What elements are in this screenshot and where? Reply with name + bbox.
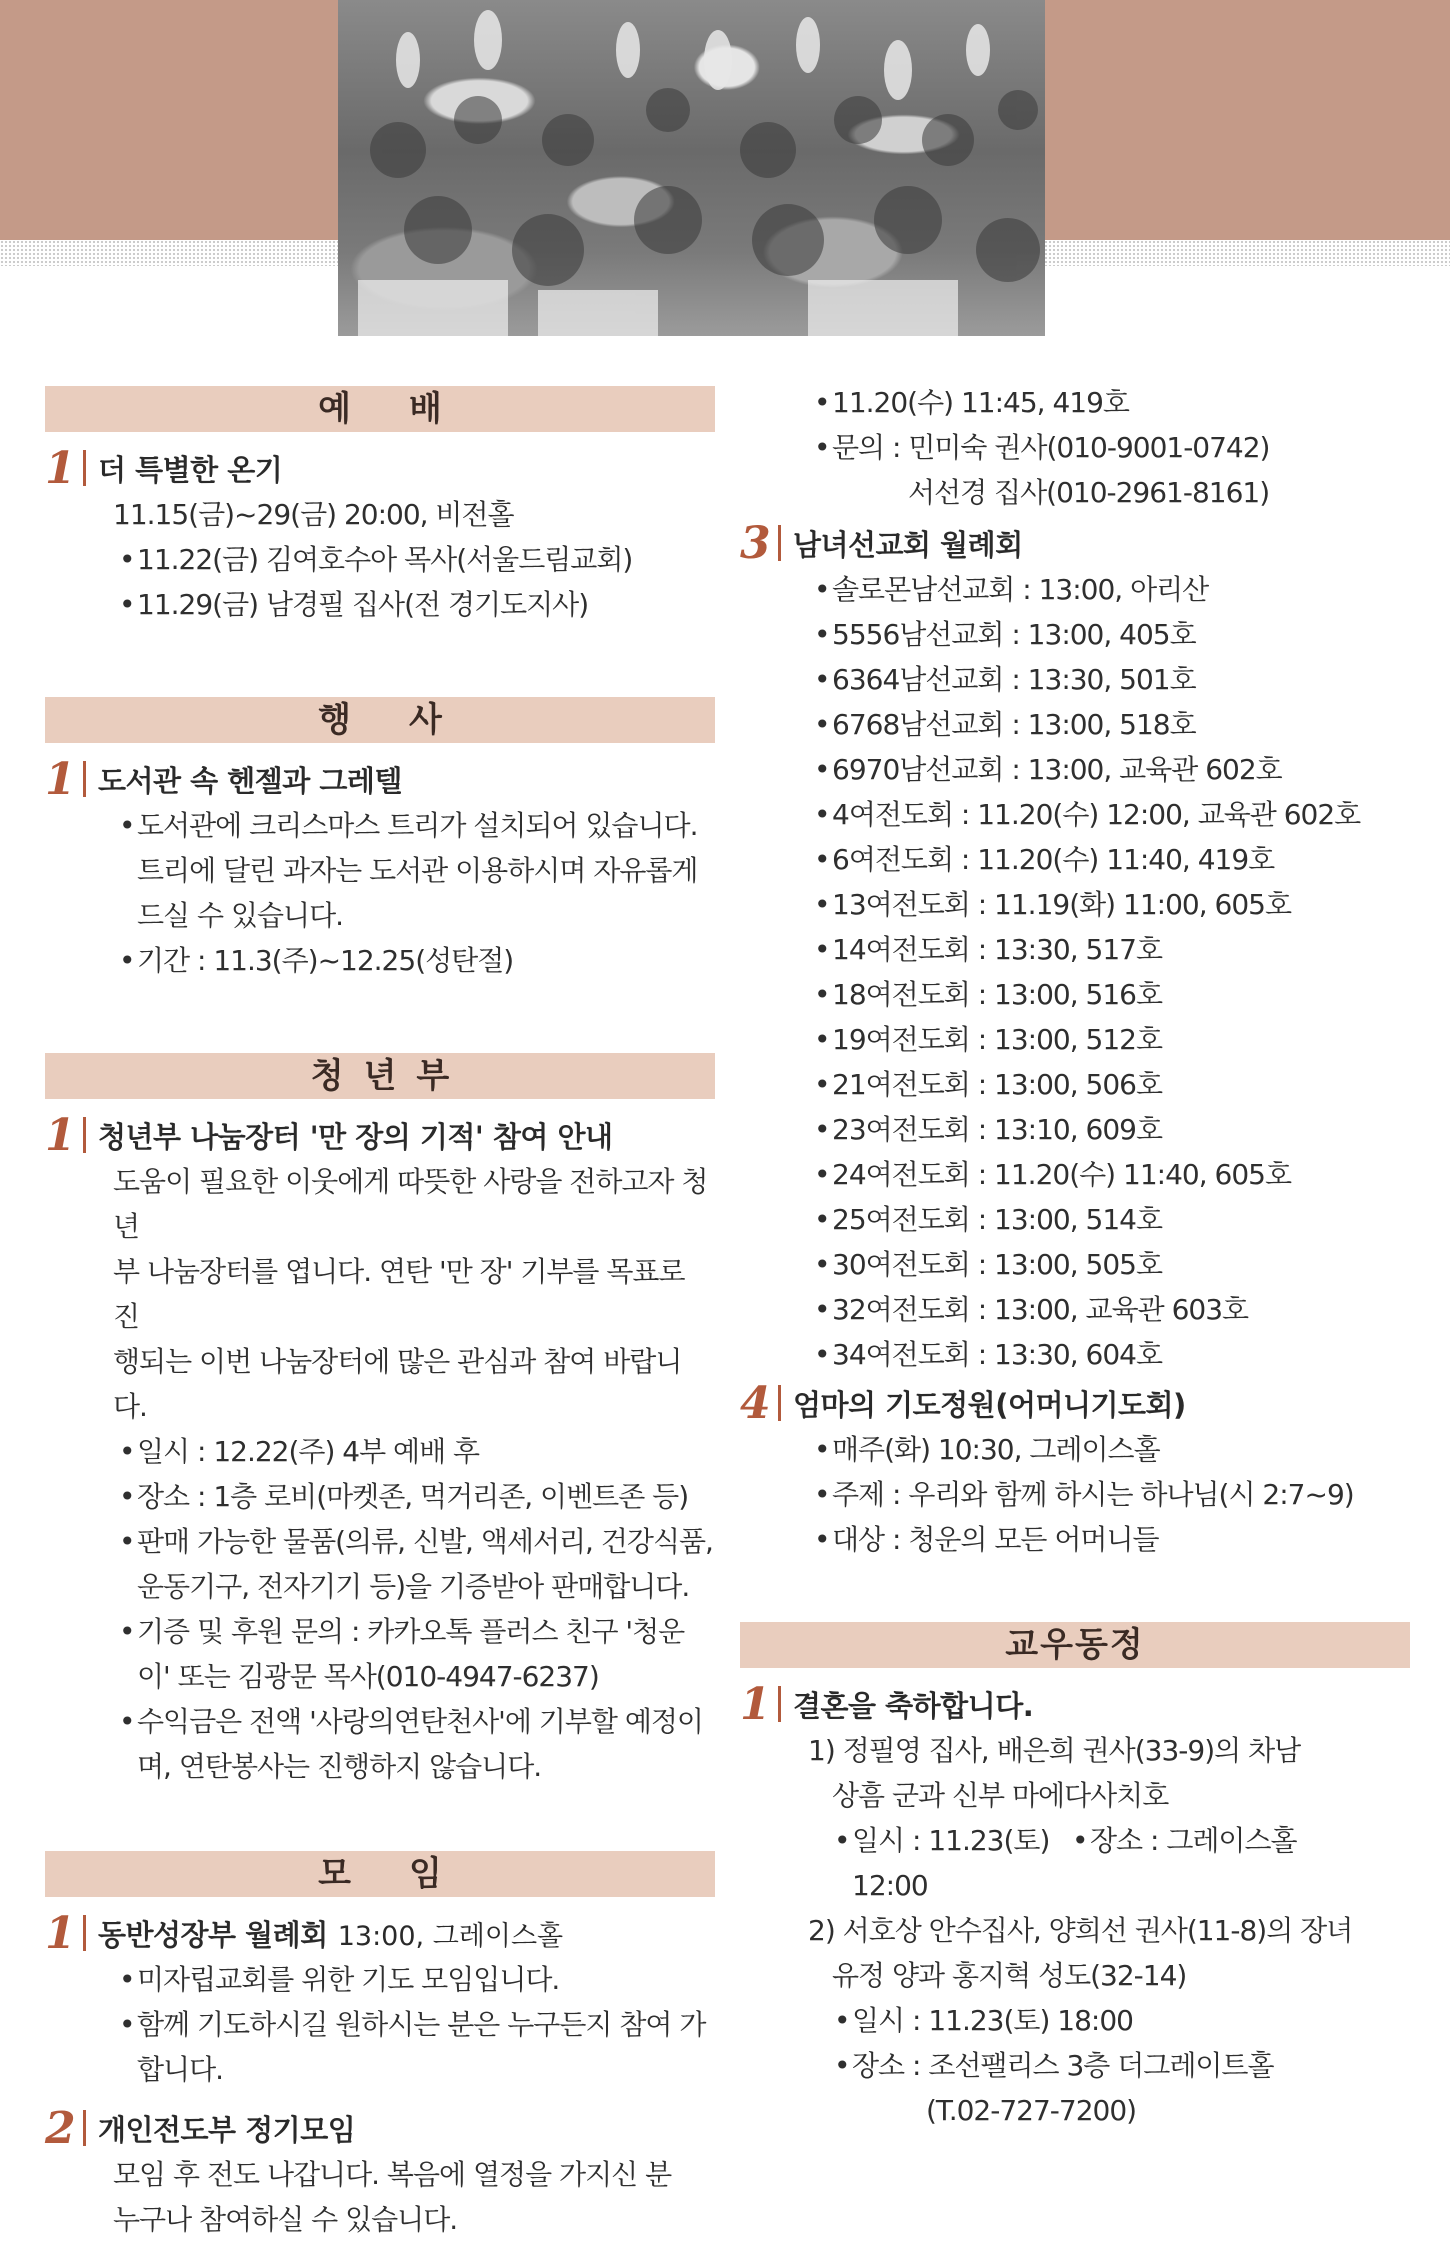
list-item-continued: 합니다. [137,2053,224,2086]
right-column [740,380,1410,2133]
list-item: • 판매 가능한 물품(의류, 신발, 액세서리, 건강식품, [45,1519,715,1564]
list-item: • 기간 : 11.3(주)~12.25(성탄절) [45,938,715,983]
item-title: 결혼을 축하합니다. [793,1688,1034,1723]
list-item: • 솔로몬남선교회 : 13:00, 아리산 [740,567,1410,612]
wedding-2-date: • 일시 : 11.23(토) 18:00 [834,2004,1133,2037]
item-number: 1 [45,753,76,805]
list-item: • 도서관에 크리스마스 트리가 설치되어 있습니다. [45,803,715,848]
meeting-item-4 [740,1379,1410,1562]
item-description: 모임 후 전도 나갑니다. 복음에 열정을 가지신 분 [113,2158,672,2191]
item-number: 3 [740,517,771,569]
list-item-continued: 이' 또는 김광문 목사(010-4947-6237) [137,1660,599,1693]
item-number: 1 [45,442,76,494]
list-item: • 11.29(금) 남경필 집사(전 경기도지사) [45,582,715,627]
item-description: 누구나 참여하실 수 있습니다. [113,2203,458,2236]
fellowship-item-1 [740,1680,1410,2133]
list-item: • 4여전도회 : 11.20(수) 12:00, 교육관 602호 [740,792,1410,837]
wedding-1-couple: 상흠 군과 신부 마에다사치호 [832,1779,1169,1812]
item-title: 도서관 속 헨젤과 그레텔 [98,763,402,798]
meeting-item-1 [45,1909,715,2092]
wedding-2-parents: 2) 서호상 안수집사, 양희선 권사(11-8)의 장녀 [808,1914,1353,1947]
meeting-item-3 [740,519,1410,1377]
list-item: • 주제 : 우리와 함께 하시는 하나님(시 2:7~9) [740,1472,1410,1517]
item-divider [83,450,86,486]
events-item-1 [45,755,715,983]
list-item: • 14여전도회 : 13:30, 517호 [740,927,1410,972]
wedding-1-parents: 1) 정필영 집사, 배은희 권사(33-9)의 차남 [808,1734,1301,1767]
item-number: 4 [740,1377,771,1429]
list-item: • 장소 : 1층 로비(마켓존, 먹거리존, 이벤트존 등) [45,1474,715,1519]
item-title: 청년부 나눔장터 '만 장의 기적' 참여 안내 [98,1119,613,1154]
list-item: • 대상 : 청운의 모든 어머니들 [740,1517,1410,1562]
item-number: 1 [45,1109,76,1161]
list-item: • 24여전도회 : 11.20(수) 11:40, 605호 [740,1152,1410,1197]
list-item: • 6364남선교회 : 13:30, 501호 [740,657,1410,702]
item-number: 1 [740,1678,771,1730]
list-item-continued: 드실 수 있습니다. [137,899,344,932]
list-item: • 미자립교회를 위한 기도 모임입니다. [45,1957,715,2002]
list-item: • 매주(화) 10:30, 그레이스홀 [740,1427,1410,1472]
list-item: • 32여전도회 : 13:00, 교육관 603호 [740,1287,1410,1332]
list-item: • 6여전도회 : 11.20(수) 11:40, 419호 [740,837,1410,882]
section-title-events: 행사 [45,697,715,743]
wedding-1-place: • 장소 : 그레이스홀 [1072,1824,1297,1857]
section-title-meeting: 모임 [45,1851,715,1897]
item-divider [778,1385,781,1421]
list-item: • 23여전도회 : 13:10, 609호 [740,1107,1410,1152]
list-item: • 25여전도회 : 13:00, 514호 [740,1197,1410,1242]
item-description: 도움이 필요한 이웃에게 따뜻한 사랑을 전하고자 청년 [113,1165,708,1243]
list-item: • 문의 : 민미숙 권사(010-9001-0742) [740,425,1410,470]
list-item: • 6970남선교회 : 13:00, 교육관 602호 [740,747,1410,792]
section-title-fellowship: 교우동정 [740,1622,1410,1668]
photo-crowd-shapes [338,0,1045,336]
wedding-1-details [740,1818,1410,1908]
youth-item-1 [45,1111,715,1789]
list-item: • 5556남선교회 : 13:00, 405호 [740,612,1410,657]
list-item-continued: 운동기구, 전자기기 등)을 기증받아 판매합니다. [137,1570,690,1603]
wedding-2-place: • 장소 : 조선팰리스 3층 더그레이트홀 [834,2049,1274,2082]
worship-item-1 [45,444,715,627]
item-title: 엄마의 기도정원(어머니기도회) [793,1387,1186,1422]
list-item: • 21여전도회 : 13:00, 506호 [740,1062,1410,1107]
meeting-item-2 [45,2104,715,2242]
list-item: • 11.22(금) 김여호수아 목사(서울드림교회) [45,537,715,582]
list-item: • 11.20(수) 11:45, 419호 [740,380,1410,425]
item-time-place: 13:00, 그레이스홀 [337,1920,564,1952]
item-title: 더 특별한 온기 [98,452,283,487]
wedding-2-couple: 유정 양과 홍지혁 성도(32-14) [832,1959,1187,1992]
list-item-continued: 서선경 집사(010-2961-8161) [908,476,1270,509]
section-title-worship: 예배 [45,386,715,432]
item-detail: 11.15(금)~29(금) 20:00, 비전홀 [113,498,514,531]
list-item: • 19여전도회 : 13:00, 512호 [740,1017,1410,1062]
list-item-continued: 트리에 달린 과자는 도서관 이용하시며 자유롭게 [137,854,698,887]
item-divider [778,1686,781,1722]
item-divider [83,1915,86,1951]
wedding-2-phone: (T.02-727-7200) [926,2094,1137,2127]
item-divider [778,525,781,561]
item-title: 남녀선교회 월례회 [793,527,1023,562]
wedding-1-date: • 일시 : 11.23(토) 12:00 [834,1824,1050,1902]
list-item: • 6768남선교회 : 13:00, 518호 [740,702,1410,747]
list-item: • 18여전도회 : 13:00, 516호 [740,972,1410,1017]
item-description: 행되는 이번 나눔장터에 많은 관심과 참여 바랍니다. [113,1345,682,1423]
list-item: • 34여전도회 : 13:30, 604호 [740,1332,1410,1377]
item-title: 개인전도부 정기모임 [98,2112,356,2147]
item-divider [83,2110,86,2146]
item-description: 부 나눔장터를 엽니다. 연탄 '만 장' 기부를 목표로 진 [113,1255,685,1333]
item-divider [83,1117,86,1153]
list-item: • 기증 및 후원 문의 : 카카오톡 플러스 친구 '청운 [45,1609,715,1654]
list-item: • 수익금은 전액 '사랑의연탄천사'에 기부할 예정이 [45,1699,715,1744]
list-item: • 30여전도회 : 13:00, 505호 [740,1242,1410,1287]
list-item-continued: 며, 연탄봉사는 진행하지 않습니다. [137,1750,542,1783]
item-number: 1 [45,1907,76,1959]
worship-photo [338,0,1045,336]
item-divider [83,761,86,797]
item-title: 동반성장부 월례회 [98,1917,328,1952]
item-number: 2 [45,2102,76,2154]
section-title-youth: 청년부 [45,1053,715,1099]
left-column [45,386,715,2242]
list-item: • 13여전도회 : 11.19(화) 11:00, 605호 [740,882,1410,927]
list-item: • 함께 기도하시길 원하시는 분은 누구든지 참여 가 [45,2002,715,2047]
list-item: • 일시 : 12.22(주) 4부 예배 후 [45,1429,715,1474]
